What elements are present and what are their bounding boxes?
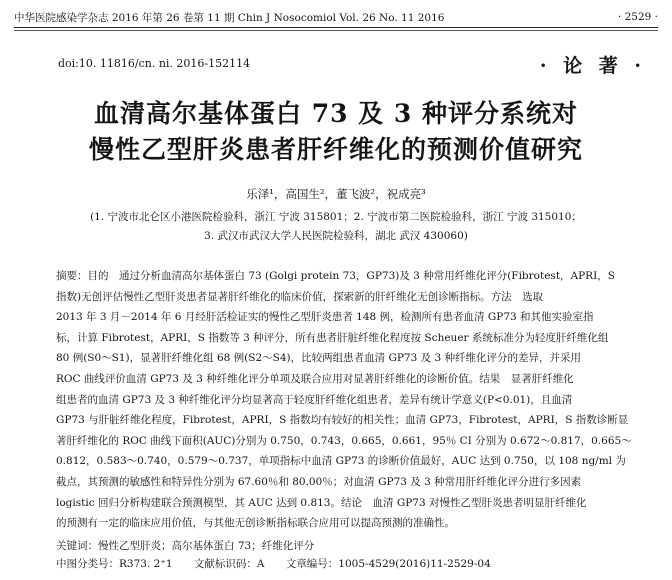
abstract-line: 截点，其预测的敏感性和特异性分别为 67.60％和 80.00％；对血清 GP73 及 3 种常用肝纤维化评分进行多因素 bbox=[56, 475, 582, 488]
header-rule-thin bbox=[14, 30, 658, 31]
abstract-line: 标，计算 Fibrotest，APRI，S 指数等 3 种评分，所有患者肝脏纤维化程度按 Scheuer 系统标准分为轻度肝纤维化组 bbox=[56, 331, 609, 344]
article-id: 文章编号：1005-4529(2016)11-2529-04 bbox=[285, 558, 491, 570]
article-title-line-1: 血清高尔基体蛋白 73 及 3 种评分系统对 bbox=[93, 99, 578, 128]
doi: doi:10. 11816/cn. ni. 2016-152114 bbox=[58, 57, 251, 70]
abstract-line: 著肝纤维化的 ROC 曲线下面积(AUC)分别为 0.750，0.743，0.665，0.661，95％ CI 分别为 0.672～0.817，0.665～ bbox=[56, 434, 632, 447]
keywords: 关键词：慢性乙型肝炎；高尔基体蛋白 73；纤维化评分 bbox=[56, 540, 315, 552]
classification-line bbox=[56, 556, 509, 571]
running-header bbox=[14, 8, 658, 26]
abstract-line: 组患者的血清 GP73 及 3 种纤维化评分均显著高于轻度肝纤维化组患者，差异有统计学意义(P<0.01)，且血清 bbox=[56, 393, 573, 406]
article-title-line-2: 慢性乙型肝炎患者肝纤维化的预测价值研究 bbox=[88, 135, 583, 164]
author-list: 乐泽¹，高国生²，董飞波²，祝成亮³ bbox=[246, 187, 426, 201]
abstract-line: ROC 曲线评价血清 GP73 及 3 种纤维化评分单项及联合应用对显著肝纤维化的诊断价值。结果 显著肝纤维化 bbox=[56, 372, 574, 385]
abstract-line: 0.812，0.583～0.740，0.579～0.737，单项指标中血清 GP73 的诊断价值最好，AUC 达到 0.750，以 108 ng/ml 为 bbox=[56, 455, 626, 468]
affiliation-line-1: (1. 宁波市北仑区小港医院检验科，浙江 宁波 315801；2. 宁波市第二医院检验科，浙江 宁波 315010； bbox=[90, 211, 582, 223]
header-rule bbox=[14, 27, 658, 28]
document-code: 文献标识码：A bbox=[193, 558, 265, 570]
section-label: · 论 著 · bbox=[539, 55, 646, 77]
abstract bbox=[56, 266, 646, 534]
abstract-line: logistic 回归分析构建联合预测模型，其 AUC 达到 0.813。结论 血清 GP73 对慢性乙型肝炎患者明显肝纤维化 bbox=[56, 496, 587, 509]
abstract-line: 指数)无创评估慢性乙型肝炎患者显著肝纤维化的临床价值，探索新的肝纤维化无创诊断指标。方法 选取 bbox=[56, 290, 544, 303]
abstract-line: 摘要：目的 通过分析血清高尔基体蛋白 73 (Golgi protein 73，GP73)及 3 种常用纤维化评分(Fibrotest，APRI，S bbox=[56, 270, 615, 282]
abstract-line: 80 例(S0～S1)，显著肝纤维化组 68 例(S2～S4)，比较两组患者血清 GP73 及 3 种纤维化评分的差异，并采用 bbox=[56, 352, 581, 365]
affiliation-line-2: 3. 武汉市武汉大学人民医院检验科，湖北 武汉 430060) bbox=[204, 230, 468, 242]
journal-citation: 中华医院感染学杂志 2016 年第 26 卷第 11 期 Chin J Nosocomiol Vol. 26 No. 11 2016 bbox=[14, 11, 445, 24]
abstract-line: 2013 年 3 月－2014 年 6 月经肝活检证实的慢性乙型肝炎患者 148 例，检测所有患者血清 GP73 和其他实验室指 bbox=[56, 311, 594, 324]
abstract-line: 的预测有一定的临床应用价值，与其他无创诊断指标联合应用可以提高预测的准确性。 bbox=[56, 517, 455, 530]
abstract-line: GP73 与肝脏纤维化程度，Fibrotest，APRI，S 指数均有较好的相关性；血清 GP73，Fibrotest，APRI，S 指数诊断显 bbox=[56, 414, 629, 427]
clc-number: 中图分类号：R373. 2⁺1 bbox=[56, 558, 173, 570]
page-number: · 2529 · bbox=[617, 11, 658, 23]
